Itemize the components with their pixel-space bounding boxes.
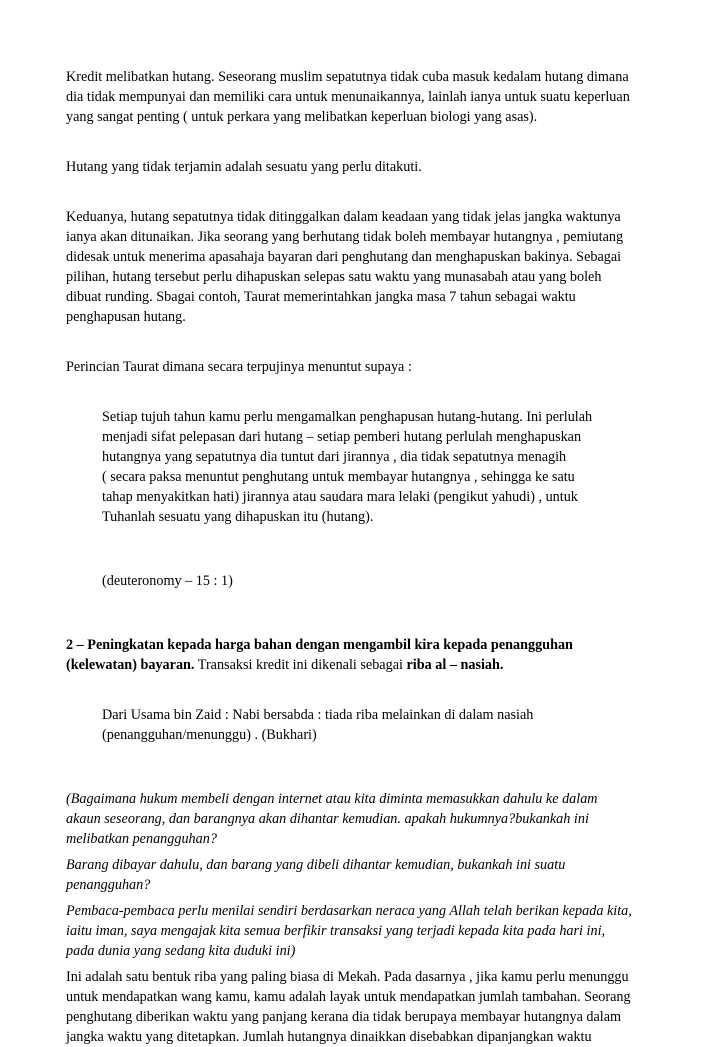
text-line: Pembaca-pembaca perlu menilai sendiri berdasarkan neraca yang Allah telah berikan kepada kita, [66,903,632,919]
document-page [66,67,666,1047]
heading-bold-part: (kelewatan) bayaran. [66,657,195,673]
text-line: Perincian Taurat dimana secara terpujinya menuntut supaya : [66,359,412,375]
text-line: menjadi sifat pelepasan dari hutang – setiap pemberi hutang perlulah menghapuskan [102,429,582,445]
text-line: Hutang yang tidak terjamin adalah sesuatu yang perlu ditakuti. [66,159,422,175]
paragraph-credit-debt [66,67,666,127]
text-line: hutangnya yang sepatutnya dia tuntut dari jirannya , dia tidak sepatutnya menagih [102,449,567,465]
text-line: ( secara paksa menuntut penghutang untuk membayar hutangnya , sehingga ke satu [102,469,575,485]
paragraph-debt-term [66,207,666,327]
text-line: iaitu iman, saya mengajak kita semua berfikir transaksi yang terjadi kepada kita pada hari ini, [66,923,606,939]
text-line: melibatkan penangguhan? [66,831,217,847]
heading-line: 2 – Peningkatan kepada harga bahan dengan mengambil kira kepada penangguhan [66,637,573,653]
text-line: untuk mendapatkan wang kamu, kamu adalah layak untuk mendapatkan jumlah tambahan. Seorang [66,989,631,1005]
quote-torah [66,407,666,527]
text-line: didesak untuk menerima apasahaja bayaran dari penghutang dan menghapuskan bakinya. Sebagai [66,249,622,265]
text-line: Setiap tujuh tahun kamu perlu mengamalkan penghapusan hutang-hutang. Ini perlulah [102,409,593,425]
text-line: pada dunia yang sedang kita duduki ini) [66,943,296,959]
paragraph-unsecured-debt [66,157,666,177]
paragraph-riba-mecca [66,967,666,1047]
text-line: akaun seseorang, dan barangnya akan dihantar kemudian. apakah hukumnya?bukankah ini [66,811,589,827]
italic-question-payment [66,855,666,895]
text-line: Barang dibayar dahulu, dan barang yang dibeli dihantar kemudian, bukankah ini suatu [66,857,566,873]
text-line: yang sangat penting ( untuk perkara yang melibatkan keperluan biologi yang asas). [66,109,538,125]
text-line: Kredit melibatkan hutang. Seseorang muslim sepatutnya tidak cuba masuk kedalam hutang dimana [66,69,629,85]
text-line: (Bagaimana hukum membeli dengan internet atau kita diminta memasukkan dahulu ke dalam [66,791,598,807]
text-line: (penangguhan/menunggu) . (Bukhari) [102,727,317,743]
text-line: penghutang diberikan waktu yang panjang kerana dia tidak berupaya membayar hutangnya dalam [66,1009,622,1025]
text-line: dia tidak mempunyai dan memiliki cara untuk menunaikannya, lainlah ianya untuk suatu keperluan [66,89,630,105]
text-line: Ini adalah satu bentuk riba yang paling biasa di Mekah. Pada dasarnya , jika kamu perlu menunggu [66,969,629,985]
heading-normal-part: Transaksi kredit ini dikenali sebagai [194,657,407,673]
text-line: pilihan, hutang tersebut perlu dihapuskan selepas satu waktu yang munasabah atau yang boleh [66,269,602,285]
italic-question-internet [66,789,666,849]
italic-reader-note [66,901,666,961]
reference-text: (deuteronomy – 15 : 1) [102,573,233,589]
quote-reference [66,571,666,591]
text-line: penghapusan hutang. [66,309,186,325]
section-heading-riba-nasiah [66,635,666,675]
text-line: jangka waktu yang ditetapkan. Jumlah hutangnya dinaikkan disebabkan dipanjangkan waktu [66,1029,592,1045]
text-line: Dari Usama bin Zaid : Nabi bersabda : tiada riba melainkan di dalam nasiah [102,707,534,723]
text-line: penangguhan? [66,877,151,893]
heading-term: riba al – nasiah. [406,657,504,673]
text-line: Keduanya, hutang sepatutnya tidak ditinggalkan dalam keadaan yang tidak jelas jangka waktunya [66,209,621,225]
text-line: tahap menyakitkan hati) jirannya atau saudara mara lelaki (pengikut yahudi) , untuk [102,489,578,505]
paragraph-torah-intro [66,357,666,377]
text-line: Tuhanlah sesuatu yang dihapuskan itu (hutang). [102,509,374,525]
text-line: dibuat runding. Sbagai contoh, Taurat memerintahkan jangka masa 7 tahun sebagai waktu [66,289,576,305]
quote-hadith [66,705,666,745]
text-line: ianya akan ditunaikan. Jika seorang yang berhutang tidak boleh membayar hutangnya , pemiutang [66,229,624,245]
